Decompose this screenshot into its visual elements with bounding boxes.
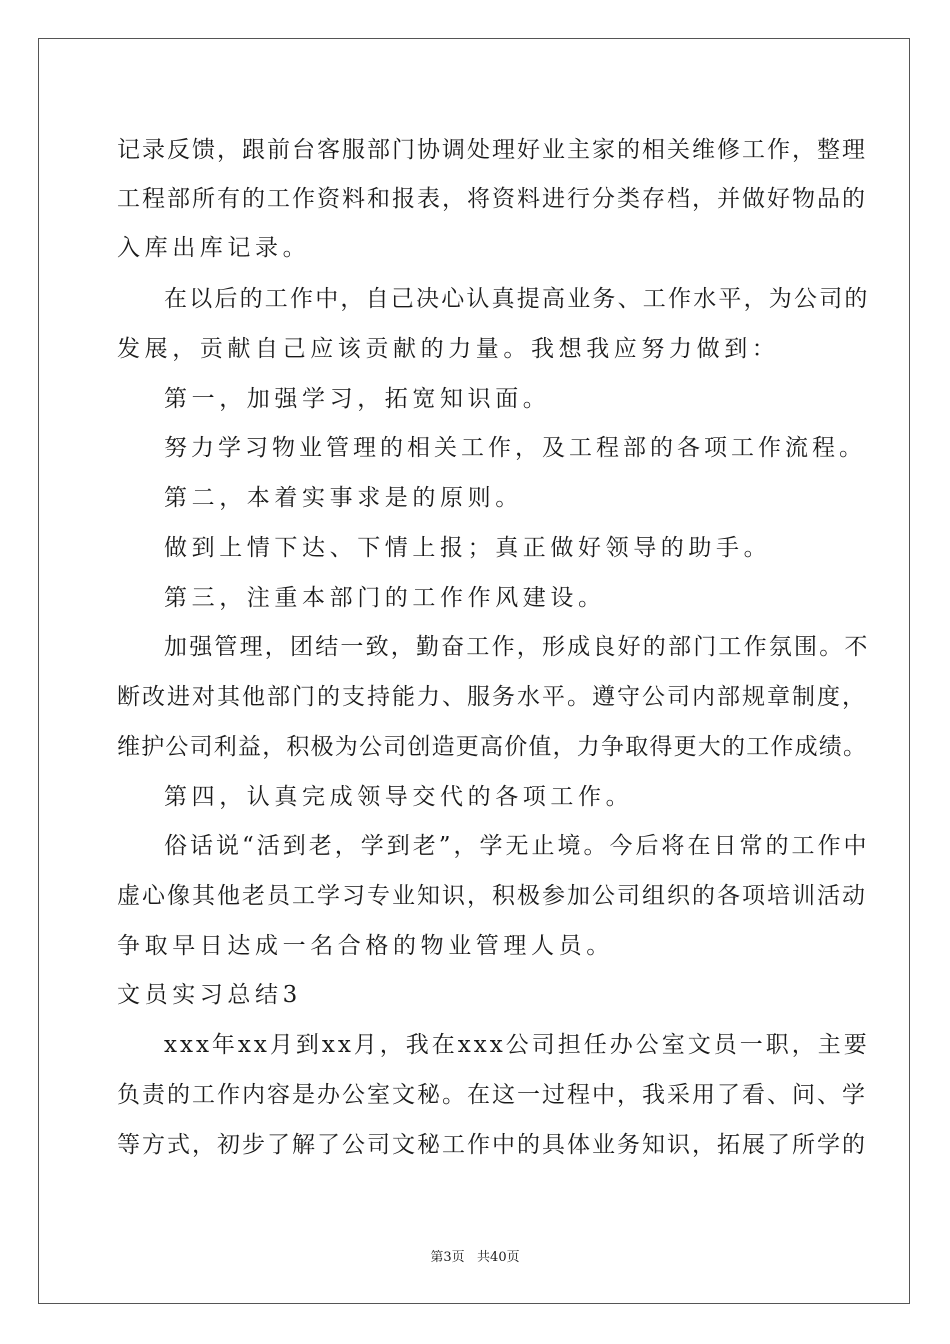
text-line: 等方式，初步了解了公司文秘工作中的具体业务知识，拓展了所学的 <box>117 1132 867 1158</box>
text-line: 记录反馈，跟前台客服部门协调处理好业主家的相关维修工作，整理 <box>117 137 867 163</box>
paragraph-start: 第三，注重本部门的工作作风建设。 <box>164 585 606 611</box>
text-line: 断改进对其他部门的支持能力、服务水平。遵守公司内部规章制度， <box>117 684 867 710</box>
page-number-footer: 第3页 共40页 <box>430 1250 520 1265</box>
paragraph-start: 加强管理，团结一致，勤奋工作，形成良好的部门工作氛围。不 <box>164 634 870 660</box>
paragraph-start: 做到上情下达、下情上报；真正做好领导的助手。 <box>164 535 772 561</box>
text-line: 负责的工作内容是办公室文秘。在这一过程中，我采用了看、问、学 <box>117 1082 867 1108</box>
paragraph-start: 在以后的工作中，自己决心认真提高业务、工作水平，为公司的 <box>164 286 870 312</box>
text-line: 维护公司利益，积极为公司创造更高价值，力争取得更大的工作成绩。 <box>117 734 868 760</box>
page-border <box>38 38 910 1304</box>
text-line: 虚心像其他老员工学习专业知识，积极参加公司组织的各项培训活动 <box>117 883 867 909</box>
paragraph-start: xxx年xx月到xx月，我在xxx公司担任办公室文员一职，主要 <box>164 1032 870 1058</box>
paragraph-start: 第一，加强学习，拓宽知识面。 <box>164 386 551 412</box>
section-heading: 文员实习总结3 <box>117 982 302 1008</box>
paragraph-start: 俗话说“活到老，学到老”，学无止境。今后将在日常的工作中 <box>164 833 870 859</box>
text-line: 争取早日达成一名合格的物业管理人员。 <box>117 933 614 959</box>
text-line: 入库出库记录。 <box>117 235 311 261</box>
paragraph-start: 第四，认真完成领导交代的各项工作。 <box>164 784 634 810</box>
paragraph-start: 努力学习物业管理的相关工作，及工程部的各项工作流程。 <box>164 435 866 461</box>
text-line: 发展，贡献自己应该贡献的力量。我想我应努力做到： <box>117 336 780 362</box>
paragraph-start: 第二，本着实事求是的原则。 <box>164 485 523 511</box>
text-line: 工程部所有的工作资料和报表，将资料进行分类存档，并做好物品的 <box>117 186 867 212</box>
